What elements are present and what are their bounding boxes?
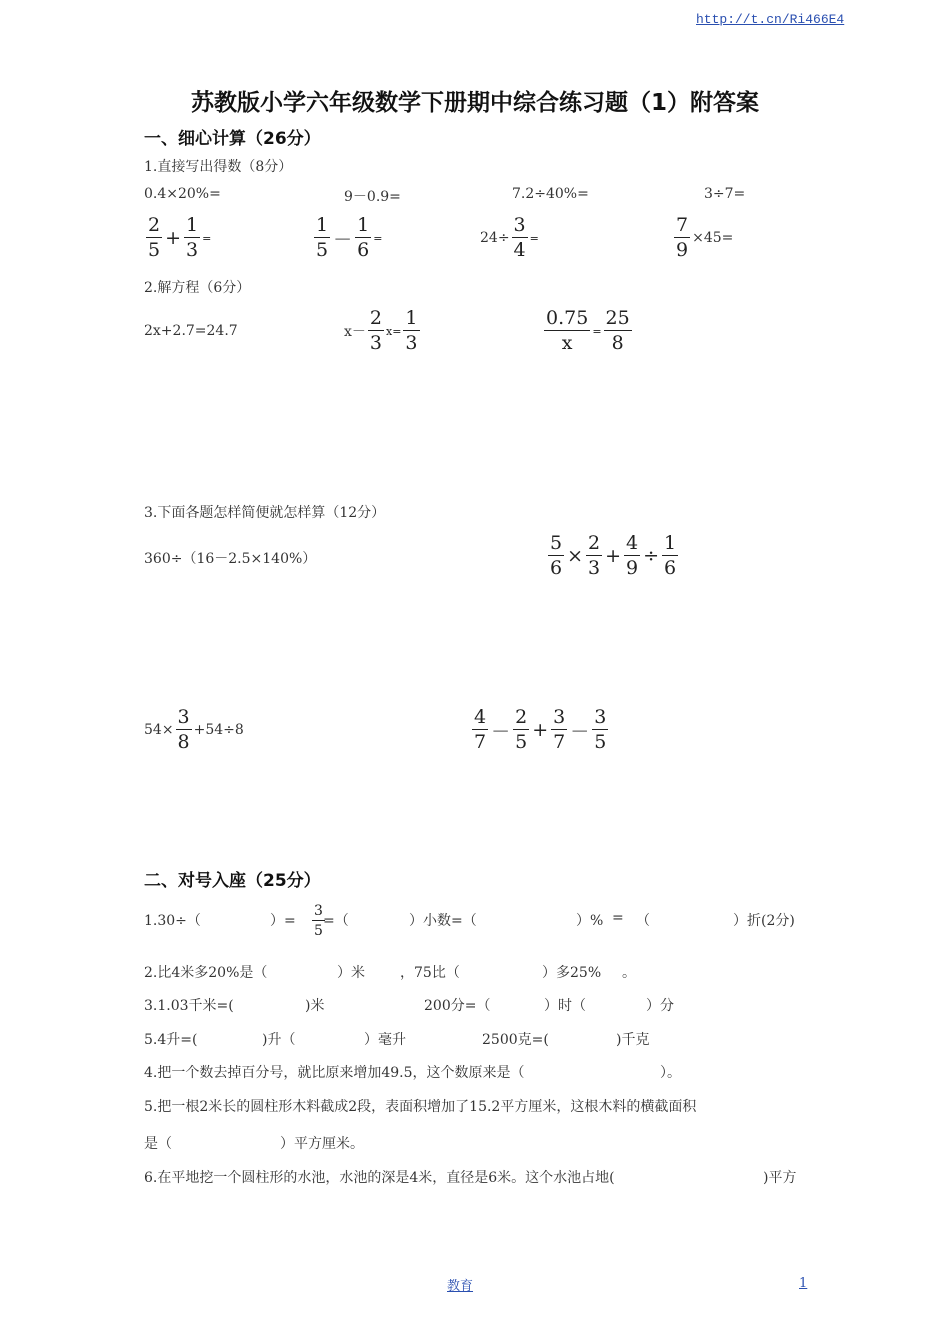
numerator: 4 (474, 706, 487, 728)
fill-3-part: )米 (305, 998, 325, 1014)
equals: = (592, 324, 602, 338)
fill-2-part: ，75比（ (400, 965, 460, 981)
operator: ÷ (643, 545, 660, 567)
equation-1: 2x+2.7=24.7 (144, 323, 238, 339)
q1-item-7 (480, 216, 539, 260)
q1-item-6 (312, 216, 382, 260)
q1-item-2: 9－0.9= (344, 189, 401, 205)
page-title: 苏教版小学六年级数学下册期中综合练习题（1）附答案 (190, 90, 759, 116)
fraction (604, 309, 632, 353)
fill-3-part: ）分 (646, 998, 674, 1014)
numerator: 7 (676, 214, 689, 236)
fill-4-part: )升（ (262, 1032, 296, 1048)
fraction (662, 534, 678, 578)
fraction (624, 534, 640, 578)
fraction (472, 708, 488, 752)
q3-label: 3.下面各题怎样简便就怎样算（12分） (144, 505, 386, 521)
problem-3 (144, 708, 244, 752)
fill-1-prefix: 1.30÷（ (144, 913, 201, 929)
denominator: x (561, 332, 573, 354)
prefix: 24÷ (480, 230, 510, 246)
fill-3-part: 200分=（ (424, 998, 491, 1014)
fraction (551, 708, 567, 752)
denominator: 8 (611, 332, 624, 354)
footer-link[interactable]: 教育 (447, 1279, 474, 1294)
q1-item-3: 7.2÷40%= (512, 186, 589, 202)
fraction (403, 309, 419, 353)
numerator: 1 (316, 214, 329, 236)
fill-2-part: 。 (622, 965, 636, 981)
fraction (184, 216, 200, 260)
numerator: 2 (515, 706, 528, 728)
fraction (512, 216, 528, 260)
denominator: 3 (405, 332, 418, 354)
problem-1: 360÷（16－2.5×140%） (144, 551, 317, 567)
fraction (368, 309, 384, 353)
denominator: 9 (676, 239, 689, 261)
fill-5-part: 4.把一个数去掉百分号，就比原来增加49.5，这个数原来是（ (144, 1065, 525, 1081)
fill-4-part: 5.4升=( (144, 1032, 198, 1048)
suffix: ×45= (692, 230, 734, 246)
fill-2-part: ）米 (337, 965, 365, 981)
numerator: 2 (148, 214, 161, 236)
q1-item-5 (144, 216, 211, 260)
denominator: 7 (474, 731, 487, 753)
header-link[interactable]: http://t.cn/Ri466E4 (696, 12, 845, 27)
fraction (355, 216, 371, 260)
operator: + (532, 719, 549, 741)
equals: = (529, 231, 539, 245)
denominator: 6 (550, 557, 563, 579)
equation-3 (542, 309, 634, 353)
numerator: 4 (626, 532, 639, 554)
equation-2 (344, 309, 422, 353)
equals: = (373, 231, 383, 245)
numerator: 0.75 (546, 307, 589, 329)
q2-label: 2.解方程（6分） (144, 280, 251, 296)
fill-2-part: ）多25% (542, 965, 602, 981)
operator: － (491, 720, 511, 743)
fraction (548, 534, 564, 578)
numerator: 1 (405, 307, 418, 329)
fraction (592, 708, 608, 752)
suffix: +54÷8 (193, 722, 244, 738)
numerator: 3 (177, 706, 190, 728)
fraction (513, 708, 529, 752)
fill-7-part: )平方 (763, 1170, 797, 1186)
fill-1-part: ）小数=（ (409, 913, 477, 929)
fill-1-part: （ (636, 913, 650, 929)
fill-4-part: )千克 (616, 1032, 650, 1048)
denominator: 3 (588, 557, 601, 579)
page-number: 1 (799, 1276, 808, 1291)
fill-3-part: 3.1.03千米=( (144, 998, 234, 1014)
numerator: 1 (664, 532, 677, 554)
equals: x= (386, 324, 402, 338)
denominator: 8 (177, 731, 190, 753)
fraction (674, 216, 690, 260)
denominator: 3 (186, 239, 199, 261)
denominator: 6 (664, 557, 677, 579)
numerator: 1 (186, 214, 199, 236)
problem-2 (546, 534, 680, 578)
numerator: 3 (314, 903, 323, 919)
problem-4 (470, 708, 610, 752)
denominator: 5 (148, 239, 161, 261)
numerator: 1 (357, 214, 370, 236)
denominator: 3 (369, 332, 382, 354)
prefix: 54× (144, 722, 174, 738)
denominator: 5 (594, 731, 607, 753)
operator: + (165, 227, 182, 249)
equals: = (202, 231, 212, 245)
denominator: 5 (316, 239, 329, 261)
fill-1-part: =（ (323, 913, 349, 929)
fill-1-part: ）折(2分) (733, 913, 795, 929)
fill-4-part: ）毫升 (364, 1032, 406, 1048)
q1-item-8 (672, 216, 733, 260)
fill-6-part: 是（ (144, 1136, 172, 1152)
numerator: 2 (369, 307, 382, 329)
numerator: 5 (550, 532, 563, 554)
q1-item-4: 3÷7= (704, 186, 746, 202)
denominator: 5 (515, 731, 528, 753)
numerator: 3 (594, 706, 607, 728)
prefix: x－ (344, 324, 366, 340)
fill-7-part: 6.在平地挖一个圆柱形的水池，水池的深是4米，直径是6米。这个水池占地( (144, 1170, 615, 1186)
fraction (146, 216, 162, 260)
fill-1-part: = (612, 910, 624, 926)
fraction (176, 708, 192, 752)
numerator: 2 (588, 532, 601, 554)
fill-5-part: ）。 (660, 1065, 681, 1081)
fill-6-line1: 5.把一根2米长的圆柱形木料截成2段，表面积增加了15.2平方厘米，这根木料的横截面积 (144, 1099, 697, 1115)
denominator: 9 (626, 557, 639, 579)
denominator: 4 (513, 239, 526, 261)
fraction (586, 534, 602, 578)
q1-item-1: 0.4×20%= (144, 186, 221, 202)
fraction (544, 309, 590, 353)
fill-2-part: 2.比4米多20%是（ (144, 965, 268, 981)
numerator: 3 (513, 214, 526, 236)
operator: － (570, 720, 590, 743)
operator: － (333, 228, 353, 251)
denominator: 5 (314, 923, 323, 939)
numerator: 25 (605, 307, 630, 329)
section2-heading: 二、对号入座（25分） (144, 871, 321, 891)
q1-label: 1.直接写出得数（8分） (144, 159, 293, 175)
denominator: 6 (357, 239, 370, 261)
fill-6-part: ）平方厘米。 (280, 1136, 364, 1152)
operator: × (567, 545, 584, 567)
fill-4-part: 2500克=( (482, 1032, 549, 1048)
fill-3-part: ）时（ (544, 998, 586, 1014)
fill-1-part: ）% (576, 913, 604, 929)
numerator: 3 (553, 706, 566, 728)
fraction (314, 216, 330, 260)
operator: + (605, 545, 622, 567)
fill-1-part: ）= (270, 913, 296, 929)
section1-heading: 一、细心计算（26分） (144, 129, 321, 149)
denominator: 7 (553, 731, 566, 753)
